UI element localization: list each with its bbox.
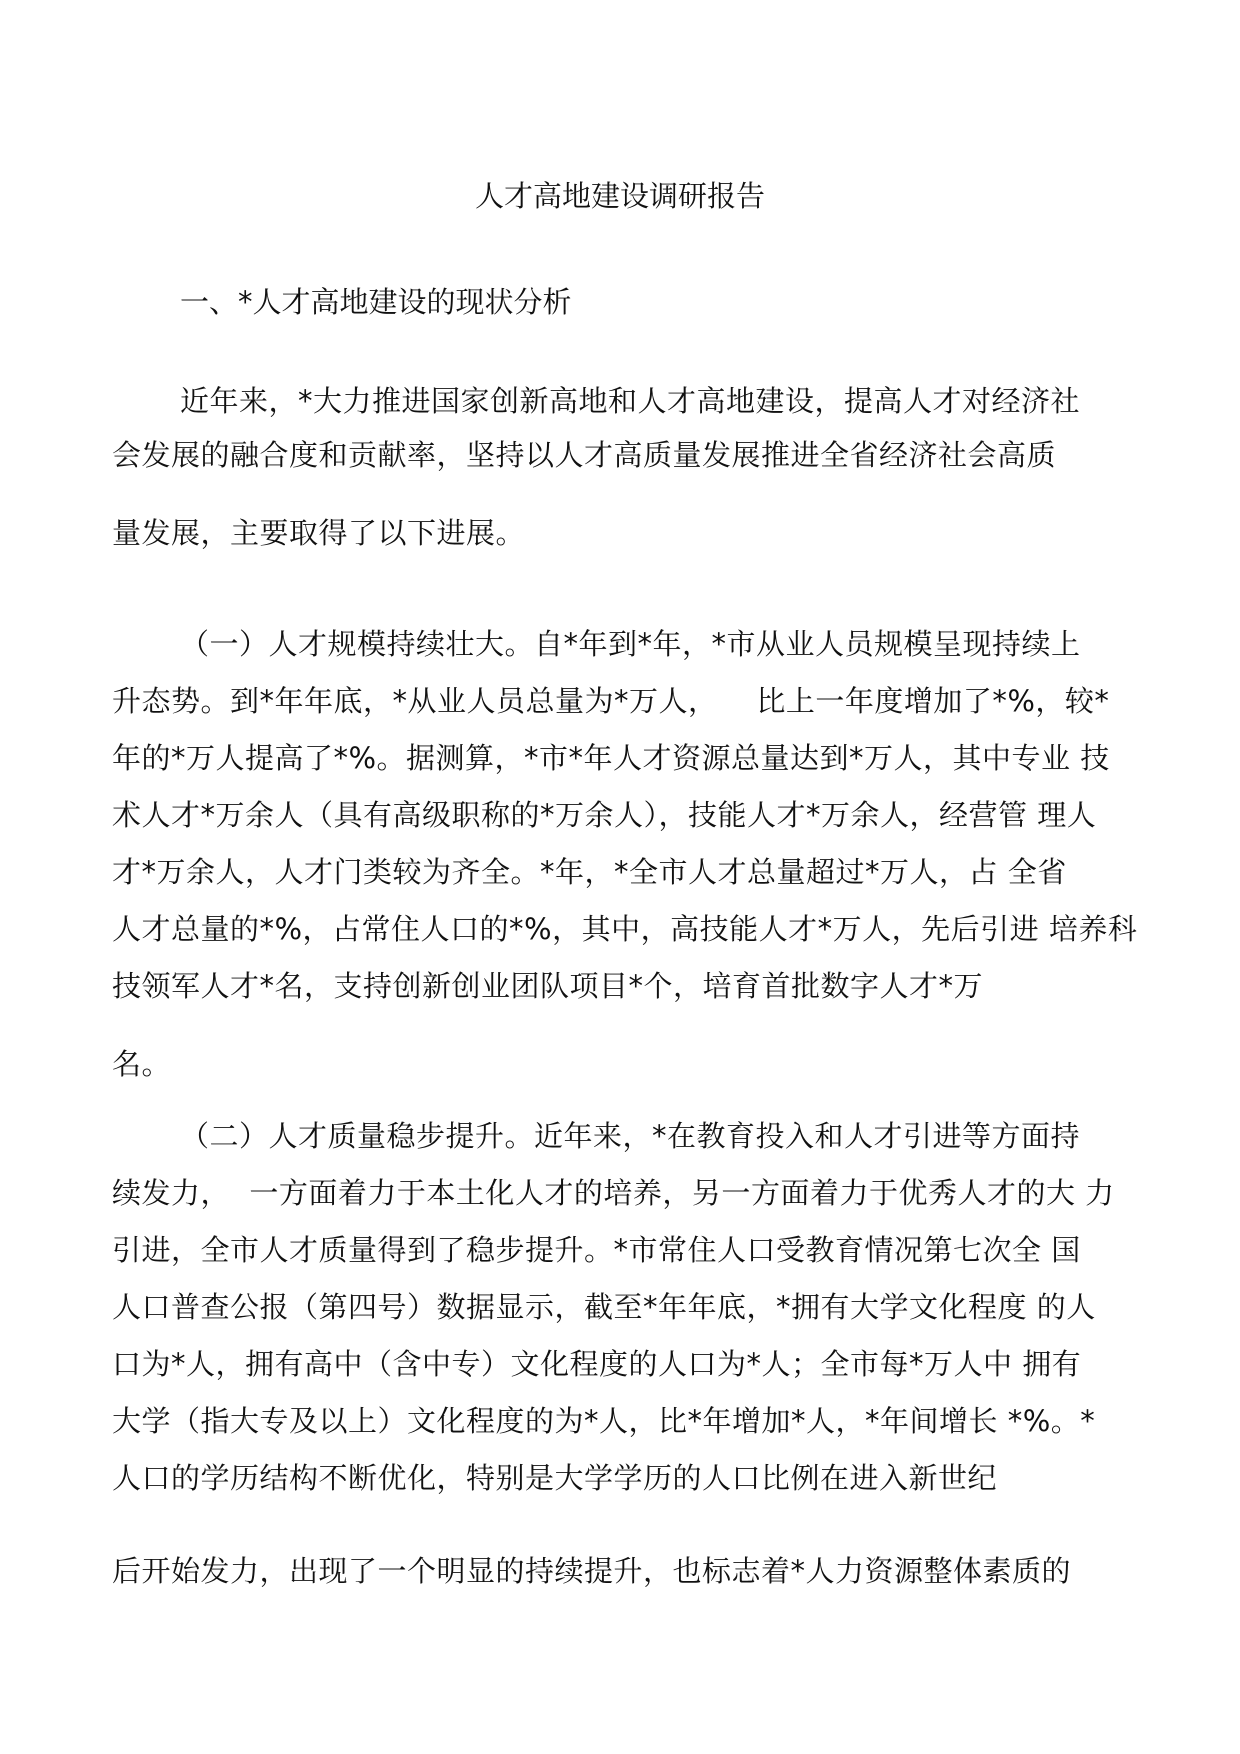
part2-line: 引进，全市人才质量得到了稳步提升。*市常住人口受教育情况第七次全 国 [112,1233,1081,1267]
part1-line: 才*万余人，人才门类较为齐全。*年，*全市人才总量超过*万人，占 全省 [112,855,1067,889]
part2-line: 续发力， 一方面着力于本土化人才的培养，另一方面着力于优秀人才的大 力 [112,1176,1115,1210]
part2-line: 大学（指大专及以上）文化程度的为*人，比*年增加*人，*年间增长 *%。* [112,1404,1096,1438]
part2-line: 后开始发力，出现了一个明显的持续提升，也标志着*人力资源整体素质的 [112,1554,1072,1588]
section-heading: 一、*人才高地建设的现状分析 [180,285,572,319]
intro-line: 量发展，主要取得了以下进展。 [112,516,526,550]
part2-line: （二）人才质量稳步提升。近年来，*在教育投入和人才引进等方面持 [180,1119,1081,1153]
part2-line: 人口普查公报（第四号）数据显示，截至*年年底，*拥有大学文化程度 的人 [112,1290,1096,1324]
part1-line: 年的*万人提高了*%。据测算，*市*年人才资源总量达到*万人，其中专业 技 [112,741,1110,775]
part1-line: （一）人才规模持续壮大。自*年到*年，*市从业人员规模呈现持续上 [180,627,1081,661]
part1-line: 人才总量的*%，占常住人口的*%，其中，高技能人才*万人，先后引进 培养科 [112,912,1138,946]
part1-line: 升态势。到*年年底，*从业人员总量为*万人， 比上一年度增加了*%，较* [112,684,1110,718]
part1-line: 术人才*万余人（具有高级职称的*万余人），技能人才*万余人，经营管 理人 [112,798,1097,832]
part1-line: 名。 [112,1047,172,1081]
intro-line: 会发展的融合度和贡献率，坚持以人才高质量发展推进全省经济社会高质 [112,438,1057,472]
document-title: 人才高地建设调研报告 [474,179,765,213]
part2-line: 人口的学历结构不断优化，特别是大学学历的人口比例在进入新世纪 [112,1461,998,1495]
part2-line: 口为*人，拥有高中（含中专）文化程度的人口为*人；全市每*万人中 拥有 [112,1347,1082,1381]
part1-line: 技领军人才*名，支持创新创业团队项目*个，培育首批数字人才*万 [112,969,984,1003]
intro-line: 近年来，*大力推进国家创新高地和人才高地建设，提高人才对经济社 [180,384,1081,418]
